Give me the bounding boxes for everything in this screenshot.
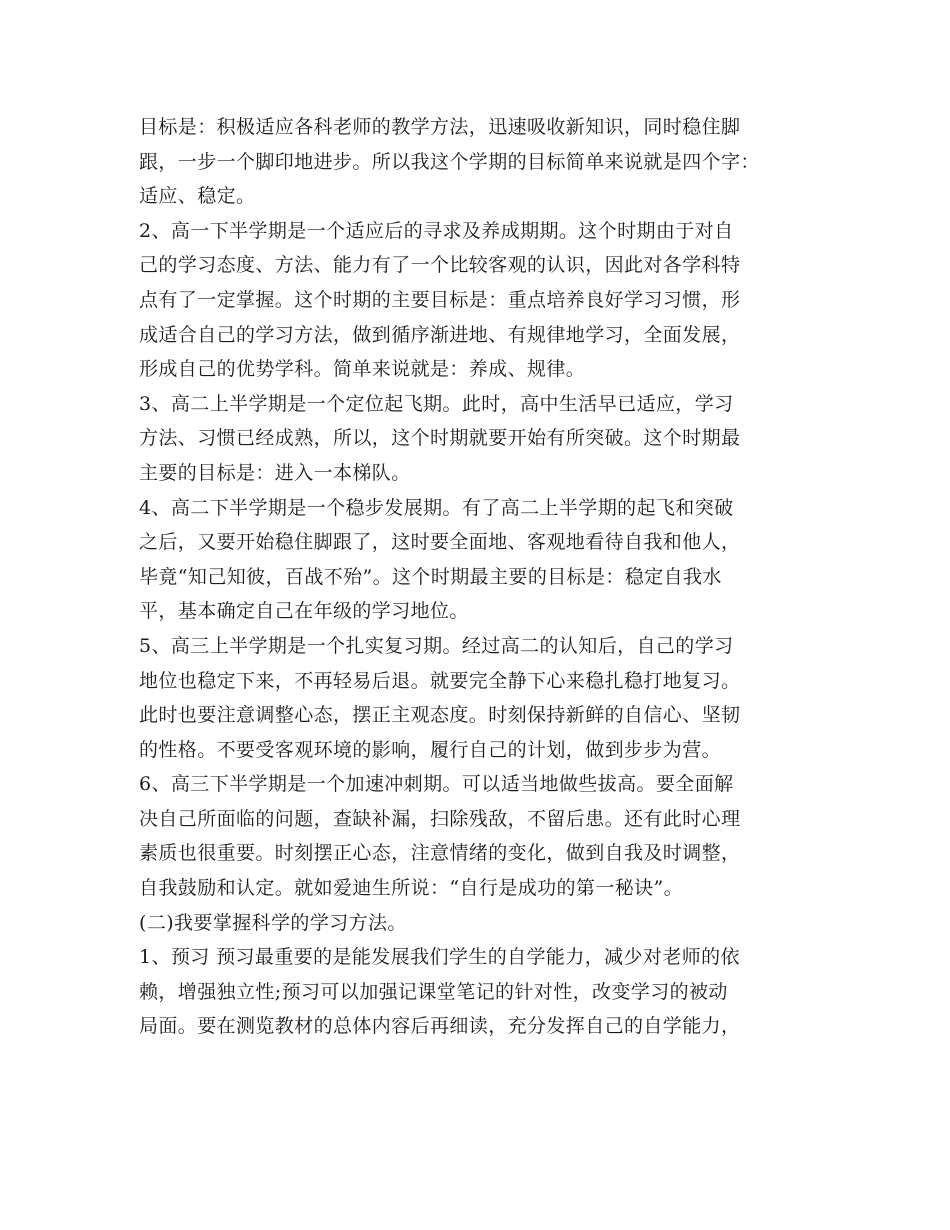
text-line: 之后，又要开始稳住脚跟了，这时要全面地、客观地看待自我和他人，: [139, 531, 741, 554]
text-line: 此时也要注意调整心态，摆正主观态度。时刻保持新鲜的自信心、坚韧: [139, 704, 741, 727]
text-line: 跟，一步一个脚印地进步。所以我这个学期的目标简单来说就是四个字：: [139, 150, 760, 173]
text-line: 素质也很重要。时刻摆正心态，注意情绪的变化，做到自我及时调整，: [139, 842, 741, 865]
text-line: 地位也稳定下来，不再轻易后退。就要完全静下心来稳扎稳打地复习。: [139, 669, 741, 692]
text-line: 方法、习惯已经成熟，所以，这个时期就要开始有所突破。这个时期最: [139, 427, 741, 450]
text-line: 5、高三上半学期是一个扎实复习期。经过高二的认知后，自己的学习: [139, 634, 734, 657]
text-line: 赖，增强独立性;预习可以加强记课堂笔记的针对性，改变学习的被动: [139, 980, 728, 1003]
text-line: 1、预习 预习最重要的是能发展我们学生的自学能力，减少对老师的依: [139, 946, 740, 969]
text-line: 主要的目标是：进入一本梯队。: [139, 461, 411, 484]
text-line: 成适合自己的学习方法，做到循序渐进地、有规律地学习，全面发展，: [139, 323, 741, 346]
text-line: 局面。要在测览教材的总体内容后再细读，充分发挥自己的自学能力，: [139, 1015, 741, 1038]
text-line: 毕竟“知己知彼，百战不殆”。这个时期最主要的目标是：稳定自我水: [139, 565, 722, 588]
text-line: 的性格。不要受客观环境的影响，履行自己的计划，做到步步为营。: [139, 738, 722, 761]
text-line: 自我鼓励和认定。就如爱迪生所说：“自行是成功的第一秘诀”。: [139, 877, 684, 900]
text-line: 4、高二下半学期是一个稳步发展期。有了高二上半学期的起飞和突破: [139, 496, 734, 519]
text-line: 2、高一下半学期是一个适应后的寻求及养成期期。这个时期由于对自: [139, 219, 734, 242]
section-heading: (二)我要掌握科学的学习方法。: [139, 911, 407, 934]
text-line: 适应、稳定。: [139, 185, 256, 208]
document-body: [139, 110, 829, 1044]
text-line: 6、高三下半学期是一个加速冲刺期。可以适当地做些拔高。要全面解: [139, 773, 734, 796]
text-line: 目标是：积极适应各科老师的教学方法，迅速吸收新知识，同时稳住脚: [139, 116, 741, 138]
text-line: 平，基本确定自己在年级的学习地位。: [139, 600, 469, 623]
text-line: 3、高二上半学期是一个定位起飞期。此时，高中生活早已适应，学习: [139, 392, 734, 415]
text-line: 点有了一定掌握。这个时期的主要目标是：重点培养良好学习习惯，形: [139, 288, 741, 311]
text-line: 决自己所面临的问题，查缺补漏，扫除残敌，不留后患。还有此时心理: [139, 807, 741, 830]
text-line: 形成自己的优势学科。简单来说就是：养成、规律。: [139, 358, 586, 381]
text-line: 己的学习态度、方法、能力有了一个比较客观的认识，因此对各学科特: [139, 254, 741, 277]
